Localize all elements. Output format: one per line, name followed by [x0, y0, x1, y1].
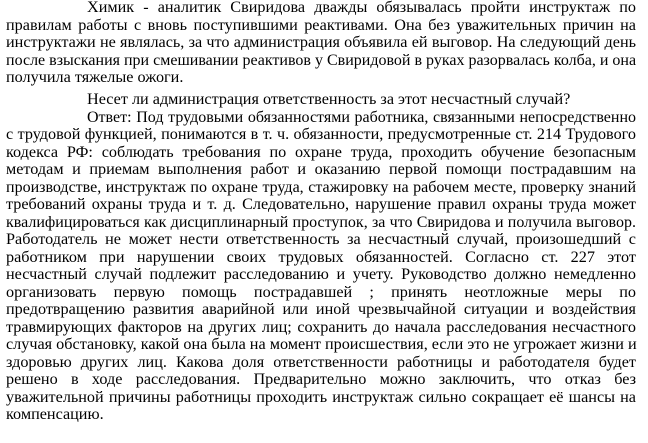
answer-line-17: уважительной причины работницы проходить инструктаж сильно сокращает её шансы на [6, 387, 636, 406]
answer-line-16: решено в ходе расследования. Предварительно можно заключить, что отказ без [6, 370, 636, 388]
answer-line-2: с трудовой функцией, понимаются в т. ч. обязанности, предусмотренные ст. 214 Трудового [6, 125, 636, 143]
paragraph-1-line-2: правилам работы с вновь поступившими реактивами. Она без уважительных причин на [6, 15, 636, 34]
answer-line-14: случая обстановку, какой она была на момент происшествия, если это не угрожает жизни и [6, 335, 637, 353]
answer-line-13: травмирующих факторов на других лиц; сохранить до начала расследования несчастного [6, 317, 636, 336]
answer-line-10: несчастный случай подлежит расследованию и учету. Руководство должно немедленно [6, 265, 636, 283]
paragraph-1-line-5: получила тяжелые ожоги. [6, 68, 184, 86]
question-line: Несет ли администрация ответственность за этот несчастный случай? [87, 90, 571, 108]
paragraph-1-line-1: Химик - аналитик Свиридова дважды обязывалась пройти инструктаж по [87, 0, 636, 16]
answer-line-18: компенсацию. [6, 405, 104, 423]
answer-line-6: требований охраны труда и т. д. Следовательно, нарушение правил охраны труда может [6, 195, 636, 213]
answer-line-1: Ответ: Под трудовыми обязанностями работника, связанными непосредственно [87, 108, 636, 126]
paragraph-1-line-4: после взыскания при смешивании реактивов у Свиридовой в руках разорвалась колба, и она [6, 51, 637, 69]
answer-line-7: квалифицироваться как дисциплинарный проступок, за что Свиридова и получила выговор. [6, 213, 636, 231]
answer-line-8: Работодатель не может нести ответственность за несчастный случай, произошедший с [6, 230, 636, 248]
answer-line-11: организовать первую помощь пострадавшей ; принять неотложные меры по [6, 282, 636, 301]
paragraph-1-line-3: инструктажи не являлась, за что администрация объявила ей выговор. На следующий день [6, 33, 636, 51]
answer-line-3: кодекса РФ: соблюдать требования по охране труда, проходить обучение безопасным [6, 142, 636, 161]
answer-line-9: работником при нарушении своих трудовых обязанностей. Согласно ст. 227 этот [6, 247, 636, 266]
answer-line-5: производстве, инструктаж по охране труда, стажировку на рабочем месте, проверку знаний [6, 178, 636, 196]
answer-line-12: предотвращению развития аварийной или иной чрезвычайной ситуации и воздействия [6, 300, 636, 318]
answer-line-15: здоровью других лиц. Какова доля ответственности работницы и работодателя будет [6, 352, 636, 371]
answer-line-4: методам и приемам выполнения работ и оказанию первой помощи пострадавшим на [6, 160, 636, 178]
